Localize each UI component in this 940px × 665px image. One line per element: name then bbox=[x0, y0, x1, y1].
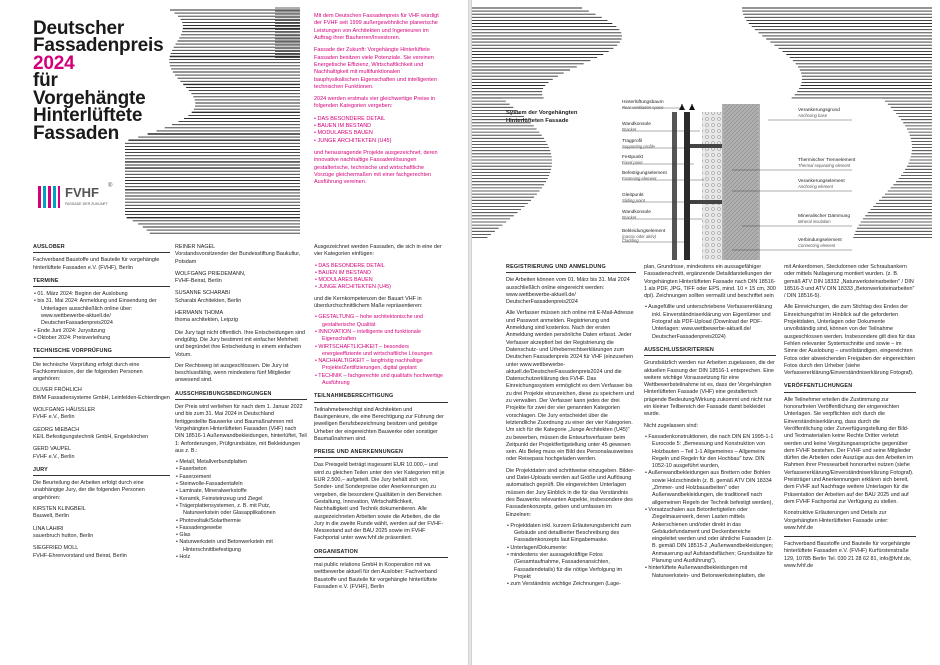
person-entry bbox=[33, 407, 170, 422]
diagram-label-text: Festpunkt bbox=[622, 155, 644, 160]
list-item: • Keramik, Feinsteinzeug und Ziegel bbox=[175, 496, 307, 503]
diagram-label-text: Mineralischer Dämmung bbox=[798, 214, 850, 219]
section-heading: TECHNISCHE VORPRÜFUNG bbox=[33, 348, 170, 357]
list-item: • hinterlüftete Außenwandbekleidungen mit Naturwerkstein- und Betonwerksteinplatten, die bbox=[644, 565, 776, 580]
person-entry bbox=[33, 427, 170, 442]
kernkompetenzen-list bbox=[314, 314, 448, 387]
paragraph: Teilnahmeberechtigt sind Architekten und Bauingenieure, die eine Berechtigung zur Führung der jeweiligen Berufsbezeichnung besitzen und geistige Urheber der eingereichten Bauwerke oder sonstiger Baumaßnahmen sind. bbox=[314, 406, 444, 442]
section-heading: AUSLOBER bbox=[33, 244, 170, 253]
person-name: OLIVER FRÖHLICH bbox=[33, 387, 82, 394]
fvhf-logo bbox=[37, 182, 127, 214]
person-name: WOLFGANG PRIEDEMANN, bbox=[175, 270, 246, 277]
list-item: • NACHHALTIGKEIT – langfristig nachhaltige Projekte/Zertifizierungen, digital geplant bbox=[314, 358, 448, 373]
list-item: • Naturwerkstein und Betonwerkstein mit Hinterschnittbefestigung bbox=[175, 539, 307, 554]
right-column-2 bbox=[644, 264, 776, 584]
section-heading: PREISE UND ANERKENNUNGEN bbox=[314, 449, 448, 458]
diagram-label-text: Verankerungsgrund bbox=[798, 108, 840, 113]
diagram-label-left bbox=[622, 122, 651, 132]
diagram-label-left bbox=[622, 171, 667, 181]
person-name: GERD VAUPEL bbox=[33, 446, 71, 453]
list-item: • DAS BESONDERE DETAIL bbox=[314, 116, 442, 123]
person-org: FVHF-Ehrenvorstand und Beirat, Berlin bbox=[33, 552, 127, 559]
list-item: • Metall, Metallverbundplatten bbox=[175, 459, 307, 466]
paragraph: Die technische Vorprüfung erfolgt durch eine Fachkommission, der die folgenden Personen angehören: bbox=[33, 361, 143, 383]
left-column-1 bbox=[33, 244, 170, 565]
list-item: • 01. März 2024: Beginn der Auslobung bbox=[33, 291, 170, 298]
list-item: • Faserbeton bbox=[175, 466, 307, 473]
list-item: • Photovoltaik/Solarthermie bbox=[175, 518, 307, 525]
diagram-label-text: Wandkonsole bbox=[622, 210, 651, 215]
person-org: sauerbruch hutton, Berlin bbox=[33, 532, 94, 539]
section-heading: JURY bbox=[33, 467, 170, 476]
paragraph: Konstruktive Erläuterungen und Details zur Vorgehängten Hinterlüfteten Fassade unter: www.fvhf.de bbox=[784, 510, 889, 531]
person-org: KEIL Befestigungstechnik GmbH, Engelskirchen bbox=[33, 433, 149, 440]
title-line: Hinterlüftete bbox=[33, 105, 143, 127]
diagram-label-text: Tragprofil bbox=[622, 139, 643, 144]
title-line: Fassadenpreis bbox=[33, 35, 164, 57]
diagram-title: System der Vorgehängten Hinterlüfteten Fassade bbox=[506, 110, 578, 124]
diagram-label-sub: (passiv oder aktiv) bbox=[622, 233, 656, 239]
diagram-label-sub: Rear ventilation space bbox=[622, 104, 664, 110]
diagram-label-right bbox=[798, 214, 850, 224]
paragraph: Die Arbeiten können vom 01. März bis 31. Mai 2024 ausschließlich online eingereicht werden: www.wettbewerbe-aktuell.de/ DeutscherFassadenpreis2024 bbox=[506, 277, 630, 306]
diagram-label-sub: Sliding point bbox=[622, 197, 645, 203]
diagram-label-text: Hinterlüftungsbaum bbox=[622, 100, 664, 105]
list-item: • Ausgefüllte und unterschriebene Verfassererklärung inkl. Einverständniserklärung von Eigentümer und Fotograf als PDF-Upload (Download der PDF-Unterlagen: www.wettbewerbe-aktuell.de/ DeutscherFassadenpreis2024) bbox=[644, 304, 776, 340]
person-name: KIRSTEN KLINGBEIL bbox=[33, 506, 86, 513]
person-org: BWM Fassadensysteme GmbH, Leinfelden-Echterdingen bbox=[33, 394, 170, 401]
person-entry bbox=[33, 446, 170, 461]
person-name: GEORG MIEBACH bbox=[33, 426, 80, 433]
diagram-label-sub: Bracket bbox=[622, 214, 637, 220]
diagram-label-left bbox=[622, 229, 665, 244]
title-year: 2024 bbox=[33, 52, 75, 74]
list-item: • Außenwandbekleidungen aus Brettern oder Bohlen sowie Holzschindeln (z. B. gemäß ATV DIN 18334 „Zimmer- und Holzbauarbeiten" oder Außenwandbekleidungen, die traditionell nach allgemeinen Regeln der Technik befestigt werden), bbox=[644, 470, 776, 506]
diagram-label-sub: Anchoring element bbox=[798, 183, 833, 189]
diagram-label-left bbox=[622, 139, 655, 149]
footer-text: Fachverband Baustoffe und Bauteile für vorgehängte hinterlüftete Fassaden e.V. (FVHF) Kurfürstenstraße 129, 10785 Berlin Tel. 030 21 28 62 81, info@fvhf.de, www.fvhf.de bbox=[784, 541, 912, 569]
list-item: • zum Verständnis wichtige Zeichnungen (Lage- bbox=[506, 581, 636, 588]
paragraph: Der Preis wird verliehen für nach dem 1. Januar 2022 und bis zum 31. Mai 2024 in Deutschland fertiggestellte Bauwerke und Baumaßnahmen mit Vorgehängten Hinterlüfteten Fassaden (VHF) nach DIN 18516-1 Außenwandbekleidungen, hinterlüftet, Teil 1: Anforderungen, Prüfgrundsätze, mit Bekleidungen aus z. B.: bbox=[175, 404, 307, 454]
paragraph: Ausgezeichnet werden Fassaden, die sich in eine der vier Kategorien einfügen: bbox=[314, 244, 442, 258]
list-item: • GESTALTUNG – hohe architektonische und gestalterische Qualität bbox=[314, 314, 448, 329]
paragraph: Fachverband Baustoffe und Bauteile für vorgehängte hinterlüftete Fassaden e.V. (FVHF), Berlin bbox=[33, 257, 160, 271]
person-org: FVHF e.V., Berlin bbox=[33, 414, 75, 421]
title-line: für bbox=[33, 70, 58, 92]
person-name: REINER NAGEL bbox=[175, 244, 216, 250]
list-item: • Glas bbox=[175, 532, 307, 539]
list-item: • Faserzement bbox=[175, 474, 307, 481]
diagram-label-right bbox=[798, 108, 840, 118]
person-org: FVHF-Beirat, Berlin bbox=[175, 278, 222, 285]
section-heading: TERMINE bbox=[33, 278, 170, 287]
diagram-label-text: Verankerungselement bbox=[798, 179, 845, 184]
footer-address bbox=[784, 536, 916, 570]
list-item: • BAUEN IM BESTAND bbox=[314, 123, 442, 130]
list-item: • bis 31. Mai 2024: Anmeldung und Einsendung der Unterlagen ausschließlich online über: www.wettbewerbe-aktuell.de/ DeutscherFassadenpreis2024 bbox=[33, 298, 170, 327]
list-item: • MODULARES BAUEN bbox=[314, 277, 448, 284]
left-column-2 bbox=[175, 244, 307, 565]
section-heading: REGISTRIERUNG UND ANMELDUNG bbox=[506, 264, 636, 273]
section-heading: ORGANISATION bbox=[314, 549, 448, 558]
list-item: • Holz bbox=[175, 554, 307, 561]
person-entry bbox=[33, 545, 170, 560]
list-item: • Fassadengewebe bbox=[175, 525, 307, 532]
category-list bbox=[314, 263, 448, 292]
title-line: Deutscher bbox=[33, 18, 125, 39]
exclusion-list bbox=[644, 434, 776, 580]
person-entry bbox=[175, 310, 307, 325]
logo-text: FVHF bbox=[65, 185, 99, 200]
left-page bbox=[0, 0, 468, 665]
diagram-label-text: Thermischer Trennelement bbox=[798, 158, 856, 163]
diagram-label-text: Gleitpunkt bbox=[622, 193, 644, 198]
right-column-1 bbox=[506, 264, 636, 592]
paragraph: Nicht zugelassen sind: bbox=[644, 422, 698, 429]
person-entry bbox=[175, 271, 307, 286]
paragraph: Der Rechtsweg ist ausgeschlossen. Die Jury ist beschlussfähig, wenn mindestens fünf Mitglieder anwesend sind. bbox=[175, 362, 291, 384]
list-item: • Projektdaten inkl. kurzem Erläuterungsbericht zum Gebäude und detaillierter Beschreibung des Fassadenkonzepts laut Eingabemaske. bbox=[506, 523, 636, 545]
section-heading: TEILNAHMEBERECHTIGUNG bbox=[314, 393, 448, 402]
list-item: • Fassadenkonstruktionen, die nach DIN EN 1995-1-1 Eurocode 5: „Bemessung und Konstruktion von Holzbauten – Teil 1-1 Allgemeines – Allgemeine Regeln und Regeln für den Hochbau" bzw. DIN 1052-10 ausgeführt wurden, bbox=[644, 434, 776, 470]
diagram-label-sub: Fixed point bbox=[622, 159, 643, 165]
person-name: WOLFGANG HÄUSSLER bbox=[33, 407, 96, 414]
diagram-label-sub: Mineral insulation bbox=[798, 218, 831, 224]
list-item: • Vorsatzschalen aus Betonfertigteilen oder Ziegelmauerwerk, deren Lasten mittels Ankerschienen und/oder direkt in das Gebäudefundament und Deckenbereiche eingeleitet werden und oder ähnliche Fassaden (z. B. gemäß DIN 18515-2 „Außenwandbekleidungen; Anmauerung auf Aufstandsflächen; Grundsätze für Planung und Ausführung"), bbox=[644, 507, 776, 565]
logo-subtitle: FASSADE DER ZUKUNFT bbox=[65, 202, 108, 206]
diagram-label-text: Befestigungselement bbox=[622, 171, 667, 176]
person-org: Scharabi Architekten, Berlin bbox=[175, 297, 242, 304]
diagram-label-text: Wandkonsole bbox=[622, 122, 651, 127]
diagram-label-sub: Bracket bbox=[622, 126, 637, 132]
person-name: SIEGFRIED MOLL bbox=[33, 545, 79, 552]
diagram-label-sub: Connecting element bbox=[798, 242, 836, 248]
diagram-label-left bbox=[622, 155, 643, 165]
person-entry bbox=[175, 290, 307, 305]
list-item: • MODULARES BAUEN bbox=[314, 130, 442, 137]
paragraph: Alle Verfasser müssen sich online mit E-Mail-Adresse und Passwort anmelden. Registrierung und Anmeldung sind kostenlos. Nach der ersten Anmeldung werden persönliche Daten erfasst. Jeder Verfasser akzeptiert bei der Registrierung die Datenschutz- und Urheberrechtserklärungen zum Deutschen Fassadenpreis 2024 für VHF (einzusehen unter www.wettbewerbe-aktuell.de/DeutscherFassadenpreis2024 und die Datenschutzerklärung des FVHF. Das Einreichungssystem ermöglicht es dem Verfasser bis zu drei Projekte einzureichen, diese zu speichern und zu verwalten. Der Verfasser kann jedes der drei Projekte für zwei der vier genannten Kategorien vorschlagen. Die Jury entscheidet über die letztendliche Zuordnung zu einer der vier Kategorien. Um sich für die Kategorie „Junge Architekten (U45)" zu bewerben, müssen die Entwurfsverfasser beim Zeitpunkt der Projektfertigstellung unter 45 gewesen sein. Als Beleg muss ein Bild des Personalausweises oder Reisepass hochgeladen werden. bbox=[506, 310, 634, 463]
left-column-3 bbox=[314, 244, 448, 595]
person-org: Bauwelt, Berlin bbox=[33, 513, 69, 520]
list-item: • Unterlagen/Dokumente: bbox=[506, 545, 636, 552]
paragraph: und die Kernkompetenzen der Bauart VHF in überdurchschnittlichem Maße repräsentieren: bbox=[314, 295, 423, 310]
title-line: Fassaden bbox=[33, 122, 120, 144]
section-heading: AUSSCHLUSSKRITERIEN bbox=[644, 347, 776, 356]
intro-text bbox=[314, 13, 442, 192]
list-item: • JUNGE ARCHITEKTEN (U45) bbox=[314, 138, 442, 145]
title-line: Vorgehängte bbox=[33, 87, 146, 109]
diagram-label-sub: Anchoring base bbox=[798, 112, 828, 118]
diagram-label-right bbox=[798, 238, 842, 248]
diagram-label-left bbox=[622, 100, 664, 110]
person-entry bbox=[33, 526, 170, 541]
person-name: SUSANNE SCHARABI bbox=[175, 290, 231, 297]
list-item: • DAS BESONDERE DETAIL bbox=[314, 263, 448, 270]
list-item: • INNOVATION – intelligente und funktionale Eigenschaften bbox=[314, 329, 448, 344]
intro-paragraph: und herausragende Projekte ausgezeichnet, deren innovative nachhaltige Fassadenlösungen gestalterische, technische und wirtschaftliche Vorzüge gleichermaßen mit einer fachgerechten Ausführung vereinen. bbox=[314, 150, 438, 186]
submission-list-continued bbox=[644, 304, 776, 340]
list-item: • Trägerplattensystemen, z. B. mit Putz, Naturwerkstein oder Glasapplikationen bbox=[175, 503, 307, 518]
person-name: HERMANN THOMA bbox=[175, 310, 224, 317]
diagram-label-text: Verbindungselement bbox=[798, 238, 842, 243]
diagram-label-right bbox=[798, 158, 855, 168]
paragraph: Die Projektdaten sind schrittweise einzugeben. Bilder- und Datei-Uploads werden auf Größe und Auflösung automatisch geprüft. Die eingereichten Unterlagen müssen der Jury Einblick in die für das Verständnis des Bauwerks relevanten Aspekte, insbesondere des Fassadenkonzepts, geben und umfassen im Einzelnen: bbox=[506, 467, 635, 518]
list-item: • BAUEN IM BESTAND bbox=[314, 270, 448, 277]
list-item: • Steinwolle-Fassadentafeln bbox=[175, 481, 307, 488]
termine-list bbox=[33, 291, 170, 342]
intro-category-list bbox=[314, 116, 442, 145]
person-name: LINA LAHIRI bbox=[33, 525, 64, 532]
paragraph: Die Beurteilung der Arbeiten erfolgt durch eine unabhängige Jury, der die folgenden Personen angehören: bbox=[33, 480, 145, 501]
list-item: • Oktober 2024: Preisverleihung bbox=[33, 335, 170, 342]
person-org: thoma architekten, Leipzig bbox=[175, 317, 238, 324]
intro-paragraph: Mit dem Deutschen Fassadenpreis für VHF würdigt der FVHF seit 1999 außergewöhnliche planerische Leistungen von Architekten und Ingenieuren im Auftrag ihrer Bauherren/Investoren. bbox=[314, 13, 439, 41]
list-item: • WIRTSCHAFTLICHKEIT – besonders energieeffiziente und wirtschaftliche Lösungen bbox=[314, 344, 448, 359]
diagram-label-right bbox=[798, 179, 845, 189]
person-org: FVHF e.V., Berlin bbox=[33, 453, 75, 460]
list-item: • Laminate, Mineralwerkstoffe bbox=[175, 488, 307, 495]
right-page bbox=[472, 0, 940, 665]
submission-list bbox=[506, 523, 636, 589]
section-heading: AUSSCHREIBUNGSBEDINGUNGEN bbox=[175, 391, 307, 400]
person-entry bbox=[33, 387, 170, 402]
list-item: • TECHNIK – fachgerechte und qualitativ hochwertige Ausführung bbox=[314, 373, 448, 388]
logo-reg: ® bbox=[108, 183, 113, 189]
list-item: • JUNGE ARCHITEKTEN (U45) bbox=[314, 284, 448, 291]
person-org: Vorstandsvorsitzender der Bundesstiftung Baukultur, Potsdam bbox=[175, 251, 301, 265]
diagram-label-text: Bekleidungselement bbox=[622, 229, 666, 234]
diagram-label-left bbox=[622, 210, 651, 220]
paragraph: Alle Teilnehmer erteilen die Zustimmung zur honorarfreien Veröffentlichung der eingereichten Unterlagen. Sie verpflichten sich durch die Einverständniserklärung, dass durch die Veröffentlichung oder Zurverfügungstellung der Bild- und Textmaterialien keine Rechte Dritter verletzt werden und keine Vergütungsansprüche gegenüber dem FVHF bestehen. Der FVHF und seine Mitglieder dürfen die Arbeiten oder Auszüge aus den Arbeiten im Rahmen ihrer Pressearbeit honorarfrei nutzen (siehe Verfassererklärung/Einverständniserklärung Fotograf). Preisträger und Anerkennungen erklären sich bereit, dem FVHF auf Nachfrage weitere Unterlagen für die Präsentation der Arbeiten auf der BAU 2025 und auf dem FVHF Fachportal zur Verfügung zu stellen. bbox=[784, 396, 914, 505]
page-title bbox=[33, 20, 163, 142]
person-entry bbox=[175, 244, 307, 266]
diagram-label-sub: Thermal separating element bbox=[798, 162, 851, 168]
paragraph: Das Preisgeld beträgt insgesamt EUR 10.000,– und wird zu gleichen Teilen unter den vier Kategorien mit je EUR 2.500,– aufgeteilt. Die Jury behält sich vor, Sonder- und Sonderpreise oder Anerkennungen zu vergeben, die besondere Qualitäten in den Bereichen Gestaltung, Innovation, Wirtschaftlichkeit, Nachhaltigkeit und Technik dokumentieren. Alle ausgezeichneten Arbeiten sowie die Arbeiten, die die Jury in die zweite Runde wählt, werden auf der FVHF-Messestand auf der BAU 2025 sowie im FVHF Fachportal unter www.fvhf.de präsentiert. bbox=[314, 462, 445, 542]
person-entry bbox=[33, 506, 170, 521]
diagram-label-left bbox=[622, 193, 645, 203]
list-item: • mindestens vier aussagekräftige Fotos (Gesamtaufnahme, Fassadenansichten, Fassadendetails) für die nötige Verfolgung im Projekt bbox=[506, 552, 636, 581]
list-item: • Ende Juni 2024: Jurysitzung bbox=[33, 328, 170, 335]
intro-paragraph: 2024 werden erstmals vier gleichwertige Preise in folgenden Kategorien vergeben: bbox=[314, 96, 436, 110]
diagram-label-sub: Cladding bbox=[622, 238, 639, 244]
paragraph: mit Ankerdornen, Steckdornen oder Schraubankern oder mittels Nutlagerung montiert wurden. (z. B. gemäß ATV DIN 18332 „Naturwerksteinarbeiten" / DIN 18516-3 und ATV DIN 18333 „Betonwerksteinarbeiten" / DIN 18516-5). bbox=[784, 264, 915, 300]
paragraph: plan, Grundrisse, mindestens ein aussagefähiger Fassadenschnitt, ergänzende Detaildarstellungen der Vorgehängten Hinterlüfteten Fassade nach DIN 18516-1 als PDF, JPG, TIFF oder EPS, mind. 10 × 15 cm, 300 dpi). Zeichnungen sollten vermaßt und beschriftet sein bbox=[644, 264, 776, 300]
paragraph: mai public relations GmbH in Kooperation mit wa wettbewerbe aktuell für den Auslober: Fachverband Baustoffe und Bauteile für vorgehängte hinterlüftete Fassaden e.V. (FVHF), Berlin bbox=[314, 561, 438, 590]
section-heading: VERÖFFENTLICHUNGEN bbox=[784, 383, 916, 392]
right-column-3 bbox=[784, 264, 916, 574]
paragraph: Grundsätzlich werden nur Arbeiten zugelassen, die der aktuellen Fassung der DIN 18516-1 entsprechen. Eine weitere wichtige Voraussetzung für eine Wettbewerbsteilnahme ist es, dass der Vorgehängten Hinterlüfteten Fassade (VHF) eine gestalterisch prägende Bedeutung/Wirkung zukommt und nicht nur ein kleiner Teilbereich der Fassade damit bekleidet wurde. bbox=[644, 360, 775, 418]
paragraph: Die Jury tagt nicht öffentlich. Ihre Entscheidungen sind endgültig. Die Jury bestimmt mit einfacher Mehrheit und begründet ihre Entscheidung in einem einfachen Votum. bbox=[175, 329, 305, 358]
intro-paragraph: Fassade der Zukunft: Vorgehängte Hinterlüftete Fassaden besitzen viele Potenziale. Sie vereinen Energetische Effizienz, Wirtschaftlichkeit und Nachhaltigkeit mit multifunktionalen bauphysikalischen Eigenschaften und intelligenten technischen Funktionen. bbox=[314, 47, 437, 90]
paragraph: Alle Einreichungen, die zum Stichtag des Endes der Einreichungsfrist im Hinblick auf die geforderten Projektdaten, Unterlagen oder Dokumente unvollständig sind, können von der Teilnahme ausgeschlossen werden. Insbesondere gilt dies für das Fehlen relevanter Systemschnitte und sowie – im Sinne der Auslobung – unvollständigen, eingereichten Fotos oder abweichenden Freigaben der eingereichten Fotos durch den Urheber (siehe Verfassererklärung/Einverständniserklärung Fotograf). bbox=[784, 304, 916, 377]
diagram-label-sub: Fastening element bbox=[622, 175, 657, 181]
materials-list bbox=[175, 459, 307, 561]
diagram-label-sub: Supporting profile bbox=[622, 143, 655, 149]
